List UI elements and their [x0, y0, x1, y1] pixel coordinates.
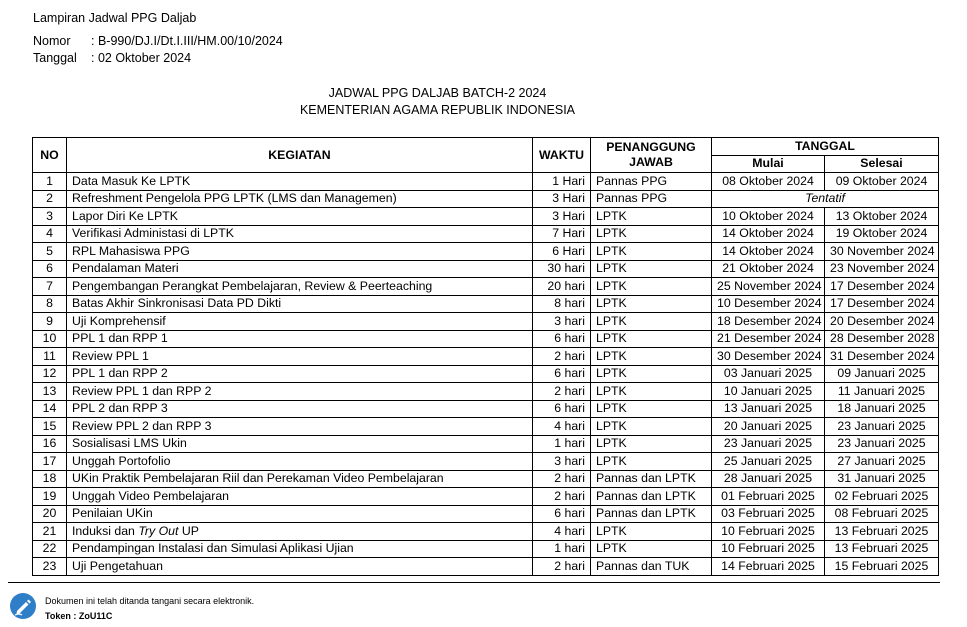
row-selesai: 31 Januari 2025	[825, 470, 939, 488]
row-selesai: 09 Oktober 2024	[825, 173, 939, 191]
row-no: 23	[33, 558, 67, 576]
table-row	[33, 260, 939, 278]
row-waktu: 2 hari	[533, 488, 591, 506]
row-waktu: 2 hari	[533, 383, 591, 401]
row-waktu: 6 Hari	[533, 243, 591, 261]
row-kegiatan: PPL 2 dan RPP 3	[67, 400, 533, 418]
row-kegiatan: Uji Pengetahuan	[67, 558, 533, 576]
row-selesai: 13 Februari 2025	[825, 523, 939, 541]
row-waktu: 3 hari	[533, 453, 591, 471]
row-waktu: 8 hari	[533, 295, 591, 313]
row-kegiatan: PPL 1 dan RPP 1	[67, 330, 533, 348]
row-mulai: 28 Januari 2025	[712, 470, 825, 488]
row-selesai: 23 Januari 2025	[825, 435, 939, 453]
row-mulai: 14 Oktober 2024	[712, 225, 825, 243]
row-mulai: 10 Oktober 2024	[712, 208, 825, 226]
row-penanggung-jawab: LPTK	[591, 243, 712, 261]
table-row	[33, 470, 939, 488]
row-kegiatan-em: Try Out	[138, 523, 179, 538]
row-kegiatan	[67, 523, 533, 541]
row-penanggung-jawab: LPTK	[591, 540, 712, 558]
row-kegiatan: Pengembangan Perangkat Pembelajaran, Review & Peerteaching	[67, 278, 533, 296]
row-penanggung-jawab: Pannas dan LPTK	[591, 488, 712, 506]
row-kegiatan: RPL Mahasiswa PPG	[67, 243, 533, 261]
row-waktu: 6 hari	[533, 505, 591, 523]
row-penanggung-jawab: LPTK	[591, 260, 712, 278]
tanggal-line	[33, 51, 191, 65]
row-no: 3	[33, 208, 67, 226]
row-no: 4	[33, 225, 67, 243]
row-kegiatan: Sosialisasi LMS Ukin	[67, 435, 533, 453]
row-no: 20	[33, 505, 67, 523]
row-mulai: 10 Februari 2025	[712, 523, 825, 541]
row-penanggung-jawab: LPTK	[591, 278, 712, 296]
col-header-kegiatan: KEGIATAN	[67, 138, 533, 173]
row-penanggung-jawab: Pannas dan LPTK	[591, 505, 712, 523]
row-no: 10	[33, 330, 67, 348]
row-mulai: 03 Januari 2025	[712, 365, 825, 383]
row-selesai: 17 Desember 2024	[825, 278, 939, 296]
row-mulai: 18 Desember 2024	[712, 313, 825, 331]
row-kegiatan: Review PPL 1 dan RPP 2	[67, 383, 533, 401]
row-penanggung-jawab: LPTK	[591, 453, 712, 471]
row-waktu: 3 hari	[533, 313, 591, 331]
row-selesai: 17 Desember 2024	[825, 295, 939, 313]
row-no: 8	[33, 295, 67, 313]
row-penanggung-jawab: LPTK	[591, 295, 712, 313]
row-waktu: 20 hari	[533, 278, 591, 296]
row-selesai: 02 Februari 2025	[825, 488, 939, 506]
table-row	[33, 313, 939, 331]
row-selesai: 23 November 2024	[825, 260, 939, 278]
row-waktu: 2 hari	[533, 348, 591, 366]
col-header-penanggung-line2: JAWAB	[629, 155, 673, 169]
row-kegiatan: Pendalaman Materi	[67, 260, 533, 278]
row-kegiatan: Review PPL 1	[67, 348, 533, 366]
row-selesai: 11 Januari 2025	[825, 383, 939, 401]
row-penanggung-jawab: Pannas PPG	[591, 173, 712, 191]
row-kegiatan: Refreshment Pengelola PPG LPTK (LMS dan Managemen)	[67, 190, 533, 208]
table-row	[33, 418, 939, 436]
row-no: 21	[33, 523, 67, 541]
footer-token-value: ZoU11C	[78, 611, 113, 621]
row-no: 13	[33, 383, 67, 401]
row-waktu: 6 hari	[533, 365, 591, 383]
e-signature-icon	[9, 592, 37, 620]
row-waktu: 4 hari	[533, 418, 591, 436]
row-no: 16	[33, 435, 67, 453]
row-kegiatan: Pendampingan Instalasi dan Simulasi Aplikasi Ujian	[67, 540, 533, 558]
footer-token	[45, 611, 112, 621]
table-row	[33, 278, 939, 296]
table-row	[33, 435, 939, 453]
col-header-tanggal: TANGGAL	[712, 138, 939, 156]
row-penanggung-jawab: LPTK	[591, 418, 712, 436]
row-selesai: 13 Oktober 2024	[825, 208, 939, 226]
ministry-title: KEMENTERIAN AGAMA REPUBLIK INDONESIA	[299, 103, 576, 117]
row-kegiatan: Lapor Diri Ke LPTK	[67, 208, 533, 226]
row-mulai: 10 Januari 2025	[712, 383, 825, 401]
footer-separator-line	[8, 582, 940, 583]
table-row	[33, 208, 939, 226]
table-row	[33, 453, 939, 471]
tanggal-label: Tanggal	[33, 51, 77, 65]
row-no: 18	[33, 470, 67, 488]
col-header-no: NO	[33, 138, 67, 173]
row-selesai: 23 Januari 2025	[825, 418, 939, 436]
row-no: 5	[33, 243, 67, 261]
row-penanggung-jawab: Pannas dan TUK	[591, 558, 712, 576]
table-row	[33, 225, 939, 243]
row-waktu: 3 Hari	[533, 190, 591, 208]
table-row	[33, 243, 939, 261]
row-waktu: 1 hari	[533, 435, 591, 453]
tanggal-value: : 02 Oktober 2024	[91, 51, 192, 65]
row-penanggung-jawab: LPTK	[591, 225, 712, 243]
row-mulai: 01 Februari 2025	[712, 488, 825, 506]
table-row	[33, 295, 939, 313]
row-selesai: 18 Januari 2025	[825, 400, 939, 418]
row-selesai: 31 Desember 2024	[825, 348, 939, 366]
row-no: 7	[33, 278, 67, 296]
nomor-value: : B-990/DJ.I/Dt.I.III/HM.00/10/2024	[91, 34, 283, 48]
nomor-line	[33, 34, 283, 48]
row-mulai: 21 Desember 2024	[712, 330, 825, 348]
row-penanggung-jawab: LPTK	[591, 435, 712, 453]
row-penanggung-jawab: Pannas dan LPTK	[591, 470, 712, 488]
row-mulai: 14 Oktober 2024	[712, 243, 825, 261]
table-row	[33, 348, 939, 366]
table-row	[33, 488, 939, 506]
table-header	[33, 138, 939, 173]
row-selesai: 27 Januari 2025	[825, 453, 939, 471]
row-penanggung-jawab: LPTK	[591, 383, 712, 401]
row-no: 12	[33, 365, 67, 383]
row-selesai: 15 Februari 2025	[825, 558, 939, 576]
row-kegiatan: Data Masuk Ke LPTK	[67, 173, 533, 191]
row-kegiatan: Uji Komprehensif	[67, 313, 533, 331]
row-selesai: 19 Oktober 2024	[825, 225, 939, 243]
footer-token-label: Token :	[45, 611, 79, 621]
row-mulai: 25 November 2024	[712, 278, 825, 296]
row-no: 6	[33, 260, 67, 278]
schedule-table	[32, 137, 939, 576]
row-penanggung-jawab: LPTK	[591, 523, 712, 541]
row-penanggung-jawab: LPTK	[591, 365, 712, 383]
col-header-selesai: Selesai	[825, 155, 939, 173]
row-no: 9	[33, 313, 67, 331]
row-mulai: 13 Januari 2025	[712, 400, 825, 418]
row-waktu: 6 hari	[533, 330, 591, 348]
row-selesai: 28 Desember 2028	[825, 330, 939, 348]
row-mulai: 21 Oktober 2024	[712, 260, 825, 278]
table-row	[33, 505, 939, 523]
footer-signature-note: Dokumen ini telah ditanda tangani secara elektronik.	[45, 596, 255, 606]
row-penanggung-jawab: LPTK	[591, 330, 712, 348]
row-kegiatan: Batas Akhir Sinkronisasi Data PD Dikti	[67, 295, 533, 313]
table-row	[33, 190, 939, 208]
row-kegiatan: Penilaian UKin	[67, 505, 533, 523]
row-kegiatan-pre: Induksi dan	[72, 523, 139, 538]
table-row	[33, 365, 939, 383]
row-selesai: 13 Februari 2025	[825, 540, 939, 558]
row-penanggung-jawab: LPTK	[591, 208, 712, 226]
row-kegiatan: Review PPL 2 dan RPP 3	[67, 418, 533, 436]
table-row	[33, 558, 939, 576]
row-waktu: 1 hari	[533, 540, 591, 558]
row-mulai: 25 Januari 2025	[712, 453, 825, 471]
row-no: 19	[33, 488, 67, 506]
row-waktu: 30 hari	[533, 260, 591, 278]
row-mulai: 14 Februari 2025	[712, 558, 825, 576]
row-no: 2	[33, 190, 67, 208]
row-waktu: 6 hari	[533, 400, 591, 418]
row-mulai: 23 Januari 2025	[712, 435, 825, 453]
schedule-title: JADWAL PPG DALJAB BATCH-2 2024	[328, 86, 547, 100]
row-waktu: 7 Hari	[533, 225, 591, 243]
row-mulai: 20 Januari 2025	[712, 418, 825, 436]
table-row	[33, 540, 939, 558]
col-header-penanggung-line1: PENANGGUNG	[606, 140, 696, 154]
table-row	[33, 173, 939, 191]
nomor-label: Nomor	[33, 34, 71, 48]
row-kegiatan: UKin Praktik Pembelajaran Riil dan Perekaman Video Pembelajaran	[67, 470, 533, 488]
row-no: 11	[33, 348, 67, 366]
row-selesai: 08 Februari 2025	[825, 505, 939, 523]
row-no: 17	[33, 453, 67, 471]
table-row	[33, 400, 939, 418]
row-mulai: 08 Oktober 2024	[712, 173, 825, 191]
col-header-waktu: WAKTU	[533, 138, 591, 173]
row-waktu: 2 hari	[533, 470, 591, 488]
row-selesai: 09 Januari 2025	[825, 365, 939, 383]
row-penanggung-jawab: LPTK	[591, 348, 712, 366]
row-no: 14	[33, 400, 67, 418]
table-row	[33, 330, 939, 348]
row-selesai: 20 Desember 2024	[825, 313, 939, 331]
row-kegiatan-post: UP	[178, 523, 199, 538]
row-waktu: 4 hari	[533, 523, 591, 541]
row-kegiatan: Unggah Portofolio	[67, 453, 533, 471]
row-mulai: 10 Februari 2025	[712, 540, 825, 558]
row-penanggung-jawab: LPTK	[591, 313, 712, 331]
row-kegiatan: Verifikasi Administasi di LPTK	[67, 225, 533, 243]
row-mulai: 03 Februari 2025	[712, 505, 825, 523]
row-mulai: 30 Desember 2024	[712, 348, 825, 366]
table-row	[33, 523, 939, 541]
row-mulai: 10 Desember 2024	[712, 295, 825, 313]
row-penanggung-jawab: LPTK	[591, 400, 712, 418]
col-header-penanggung-jawab	[591, 138, 712, 173]
row-selesai: 30 November 2024	[825, 243, 939, 261]
row-tentatif: Tentatif	[712, 190, 939, 208]
row-no: 1	[33, 173, 67, 191]
attachment-title: Lampiran Jadwal PPG Daljab	[33, 11, 197, 25]
col-header-mulai: Mulai	[712, 155, 825, 173]
row-kegiatan: Unggah Video Pembelajaran	[67, 488, 533, 506]
row-kegiatan: PPL 1 dan RPP 2	[67, 365, 533, 383]
table-row	[33, 383, 939, 401]
row-no: 22	[33, 540, 67, 558]
row-waktu: 1 Hari	[533, 173, 591, 191]
row-penanggung-jawab: Pannas PPG	[591, 190, 712, 208]
row-waktu: 2 hari	[533, 558, 591, 576]
row-waktu: 3 Hari	[533, 208, 591, 226]
row-no: 15	[33, 418, 67, 436]
